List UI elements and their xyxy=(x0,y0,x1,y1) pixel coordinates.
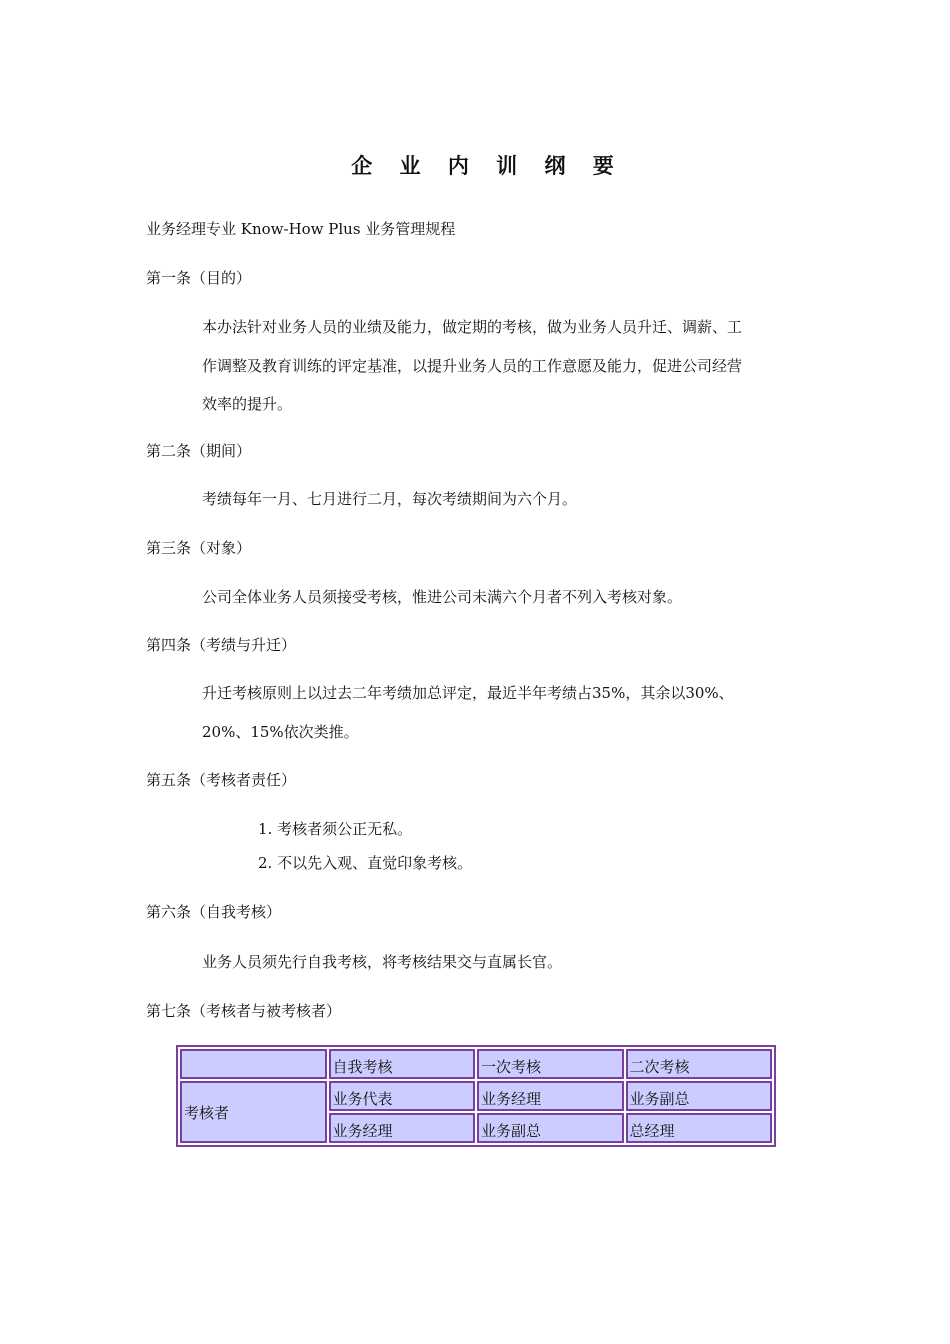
table-header-row xyxy=(180,1049,772,1079)
table-cell: 业务副总 xyxy=(626,1081,773,1111)
article-6-paragraph: 业务人员须先行自我考核，将考核结果交与直属长官。 xyxy=(202,953,563,971)
document-title: 企 业 内 训 纲 要 xyxy=(351,153,624,178)
table-header-cell: 自我考核 xyxy=(329,1049,476,1079)
article-2-paragraph: 考绩每年一月、七月进行二月，每次考绩期间为六个月。 xyxy=(202,490,578,508)
article-4-paragraph: 升迁考核原则上以过去二年考绩加总评定，最近半年考绩占35%，其余以30%、20%、15%依次类推。 xyxy=(202,684,734,741)
table-cell: 业务经理 xyxy=(477,1081,624,1111)
assessment-table xyxy=(176,1045,776,1147)
article-1-paragraph: 本办法针对业务人员的业绩及能力，做定期的考核，做为业务人员升迁、调薪、工作调整及教育训练的评定基准，以提升业务人员的工作意愿及能力，促进公司经营效率的提升。 xyxy=(202,318,743,413)
article-3-paragraph: 公司全体业务人员须接受考核，惟进公司未满六个月者不列入考核对象。 xyxy=(202,588,683,606)
table-cell: 业务经理 xyxy=(329,1113,476,1143)
table-header-cell: 一次考核 xyxy=(477,1049,624,1079)
table-header-cell-empty xyxy=(180,1049,327,1079)
table-cell: 总经理 xyxy=(626,1113,773,1143)
article-7-heading: 第七条（考核者与被考核者） xyxy=(146,1002,342,1020)
table-row xyxy=(180,1081,772,1111)
article-5-item-2: 2. 不以先入观、直觉印象考核。 xyxy=(258,854,473,872)
table-cell: 业务代表 xyxy=(329,1081,476,1111)
article-5-item-1: 1. 考核者须公正无私。 xyxy=(258,820,413,838)
article-4-heading: 第四条（考绩与升迁） xyxy=(146,636,297,654)
article-3-heading: 第三条（对象） xyxy=(146,539,252,557)
table-header-cell: 二次考核 xyxy=(626,1049,773,1079)
table-row-label: 考核者 xyxy=(180,1081,327,1143)
article-5-heading: 第五条（考核者责任） xyxy=(146,771,297,789)
document-subtitle: 业务经理专业 Know-How Plus 业务管理规程 xyxy=(146,220,456,238)
table-cell: 业务副总 xyxy=(477,1113,624,1143)
article-6-heading: 第六条（自我考核） xyxy=(146,903,282,921)
article-2-heading: 第二条（期间） xyxy=(146,442,252,460)
article-1-heading: 第一条（目的） xyxy=(146,269,252,287)
